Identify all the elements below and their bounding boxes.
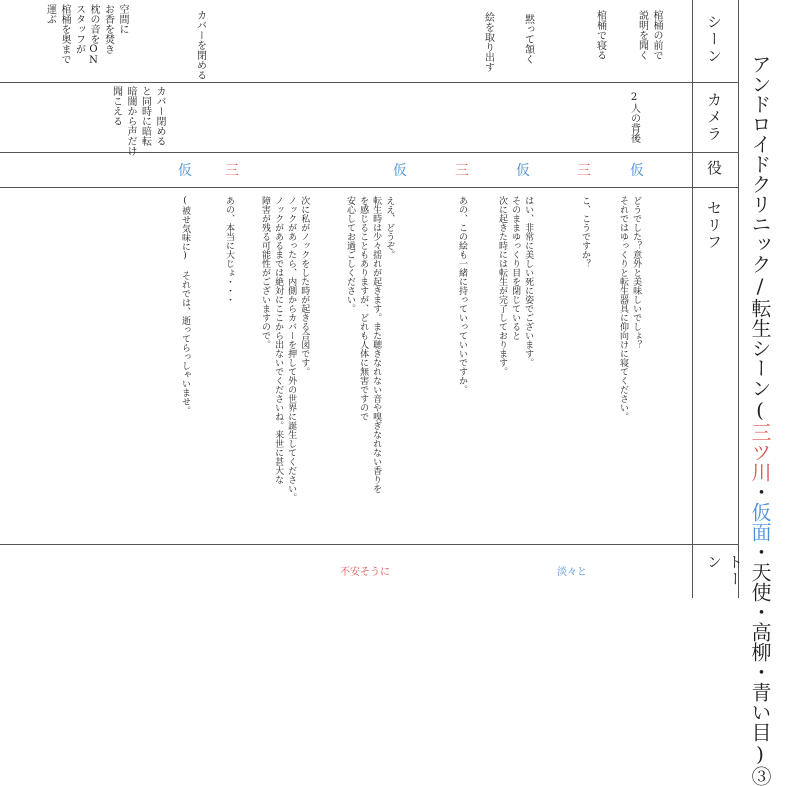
- camera-cell-2: カバー閉める と同時に暗転 暗闇から声だけ 聞こえる: [110, 86, 165, 156]
- role-mitsukawa-1: 三: [577, 163, 591, 179]
- title-kamen: 仮面: [748, 502, 772, 542]
- serif-cell-8: (被せ気味に) それでは、逝ってらっしゃいませ。: [180, 196, 191, 415]
- header-camera: カメラ: [705, 92, 723, 143]
- scene-cell-2: 棺桶で寝る: [594, 10, 606, 60]
- header-tone: トーン: [705, 554, 744, 588]
- serif-cell-3: はい、非常に美しい死に姿でございます。 そのままゆっくり目を閉じていると 次に起きた時には転生が完了しております。: [497, 196, 534, 376]
- row-divider-role: [0, 187, 738, 188]
- page-title: [748, 6, 796, 786]
- role-kamen-4: 仮: [178, 163, 192, 179]
- serif-cell-5: ええ、どうぞ。 転生時は少々揺れが起きます。また聴きなれない音や嗅ぎなれない香りを を感じることもありますが、どれも人体に無害ですので 安心してお過ごしください。: [345, 196, 395, 493]
- row-divider-scene: [0, 82, 738, 83]
- role-mitsukawa-3: 三: [225, 163, 239, 179]
- scene-cell-1: 棺桶の前で 説明を聞く: [636, 10, 662, 60]
- role-mitsukawa-2: 三: [455, 163, 469, 179]
- title-mitsukawa: 三ツ川: [748, 422, 772, 482]
- serif-cell-7: あの、本当に大じょ・・・: [224, 196, 235, 304]
- tone-calm: 淡々と: [557, 567, 587, 578]
- header-serif: セリフ: [705, 200, 723, 251]
- header-divider: [692, 0, 693, 598]
- serif-cell-2: こ、こうですか？: [580, 196, 591, 268]
- title-rest: ・天使・高柳・青い目)③: [748, 542, 772, 786]
- title-pre: アンドロイドクリニック/転生シーン(: [748, 54, 772, 422]
- title-dot: ・: [748, 482, 772, 502]
- scene-cell-4: 絵を取り出す: [482, 12, 494, 72]
- role-kamen-1: 仮: [630, 163, 644, 179]
- serif-cell-4: あの、この絵も一緒に持っていっていいですか。: [457, 196, 468, 394]
- header-scene: シーン: [705, 14, 723, 65]
- tone-anxious: 不安そうに: [340, 567, 390, 578]
- camera-cell-1: 2人の背後: [628, 92, 640, 143]
- serif-cell-6: 次に私がノックをした時が起きる合図です。 ノックがあったら、内側からカバーを押して外の世界に誕生してください。 ノックがあるまでは絶対にここから出ないでくださいね。来世に甚大な 障害が残る可能性がございますので。: [260, 196, 310, 502]
- header-role: 役: [705, 160, 723, 177]
- serif-cell-1: どうでした？意外と美味しいでしょ？ それではゆっくりと転生器具に仰向けに寝てください。: [618, 196, 642, 421]
- scene-cell-5: カバーを閉める: [194, 10, 206, 80]
- title-divider: [738, 0, 739, 598]
- role-kamen-2: 仮: [516, 163, 530, 179]
- scene-cell-6: 空間に お香を焚き 枕の音をON スタッフが 棺桶を奥まで 運ぶ: [44, 4, 128, 66]
- row-divider-serif: [0, 544, 738, 545]
- scene-cell-3: 黙って頷く: [522, 14, 534, 64]
- role-kamen-3: 仮: [393, 163, 407, 179]
